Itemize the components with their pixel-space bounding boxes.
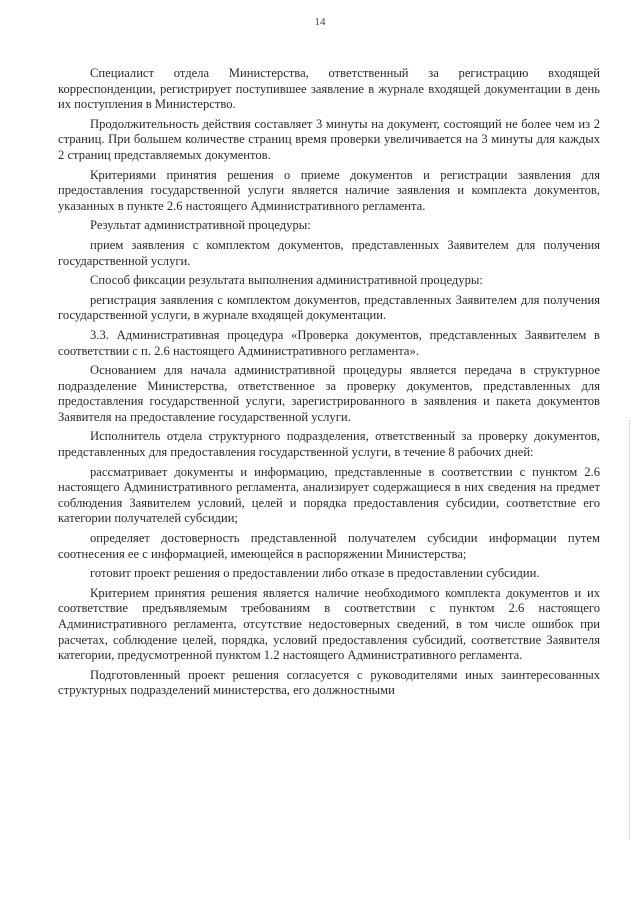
paragraph: Способ фиксации результата выполнения административной процедуры: bbox=[90, 273, 483, 288]
paragraph: Исполнитель отдела структурного подразделения, ответственный за проверку документов, представленных для предоставления государственной услуги, в течение 8 рабочих дней: bbox=[58, 429, 600, 460]
paragraph: определяет достоверность представленной получателем субсидии информации путем соотнесения ее с информацией, имеющейся в распоряжении Министерства; bbox=[58, 531, 600, 561]
paragraph: Критерием принятия решения является наличие необходимого комплекта документов и их соответствие предъявляемым требованиям в соответствии с пунктом 2.6 настоящего Административного регламента, отсутствие недостоверных сведений, в том числе ошибок при расчетах, соблюдение целей, порядка, условий предоставления субсидий, соответствие Заявителя категории, предусмотренной пунктом 1.2 настоящего Административного регламента. bbox=[58, 585, 600, 663]
paragraph: рассматривает документы и информацию, представленные в соответствии с пунктом 2.6 настоящего Административного регламента, анализирует содержащиеся в них сведения на предмет соблюдения Заявителем условий, целей и порядка предоставления субсидии, соответствие его категории получателей субсидии; bbox=[58, 464, 600, 526]
paragraph: Продолжительность действия составляет 3 минуты на документ, состоящий не более чем из 2 страниц. При большем количестве страниц время проверки увеличивается на 3 минуты для каждых 2 страниц представляемых документов. bbox=[58, 116, 600, 162]
paragraph: готовит проект решения о предоставлении либо отказе в предоставлении субсидии. bbox=[90, 566, 540, 581]
paragraph: прием заявления с комплектом документов, представленных Заявителем для получения государственной услуги. bbox=[58, 237, 600, 268]
section-heading-3-3: 3.3. Административная процедура «Проверка документов, представленных Заявителем в соответствии с п. 2.6 настоящего Административного регламента». bbox=[58, 327, 600, 358]
paragraph: Основанием для начала административной процедуры является передача в структурное подразделение Министерства, ответственное за проверку документов, представленных для предоставления государственной услуги, зарегистрированного в заявления и пакета документов Заявителя на предоставление государственной услуги. bbox=[58, 363, 600, 424]
paragraph: Результат административной процедуры: bbox=[90, 218, 311, 233]
paragraph: Критериями принятия решения о приеме документов и регистрации заявления для предоставления государственной услуги является наличие заявления и комплекта документов, указанных в пункте 2.6 настоящего Административного регламента. bbox=[58, 167, 600, 213]
paragraph: Специалист отдела Министерства, ответственный за регистрацию входящей корреспонденции, регистрирует поступившее заявление в журнале входящей документации в день их поступления в Министерство. bbox=[58, 66, 600, 112]
paragraph: регистрация заявления с комплектом документов, представленных Заявителем для получения государственной услуги, в журнале входящей документации. bbox=[58, 292, 600, 323]
scan-margin-marks bbox=[629, 420, 636, 840]
page-number: 14 bbox=[314, 16, 326, 28]
paragraph: Подготовленный проект решения согласуется с руководителями иных заинтересованных структурных подразделений министерства, его должностными bbox=[58, 667, 600, 698]
document-body bbox=[58, 66, 600, 703]
